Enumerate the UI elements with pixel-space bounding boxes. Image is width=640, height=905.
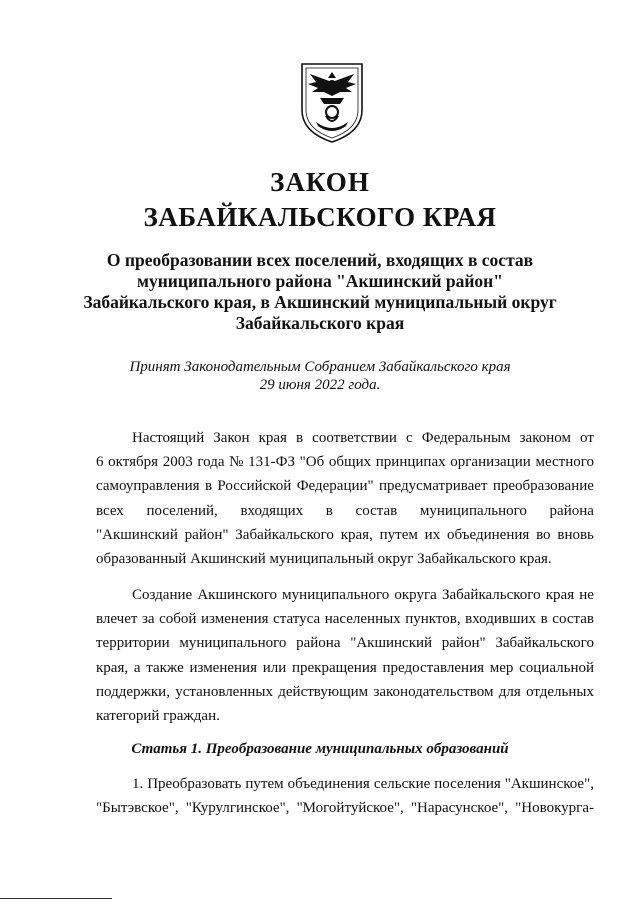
word: предусматривает	[379, 478, 488, 495]
word: года	[197, 454, 225, 471]
text-line	[96, 607, 594, 631]
word: путем	[379, 526, 418, 543]
word: населенных	[324, 611, 401, 628]
word: также	[146, 659, 184, 676]
word: соответствии	[312, 430, 397, 446]
word: поддержки,	[96, 683, 170, 700]
word: состав	[552, 611, 594, 628]
word: муниципального	[419, 502, 527, 519]
text-line	[96, 426, 594, 450]
word: пунктов,	[405, 611, 461, 628]
word: 131-ФЗ	[248, 454, 295, 471]
word: входящих	[240, 502, 304, 519]
word: объединения	[447, 526, 530, 543]
word: Создание	[132, 587, 193, 603]
word: общих	[328, 454, 372, 471]
word: состав	[355, 502, 398, 519]
word: в	[204, 478, 213, 495]
word: от	[580, 430, 594, 446]
text-line	[96, 796, 594, 820]
word: "Нарасунское",	[410, 800, 509, 817]
word: Забайкальского	[235, 526, 334, 543]
word: Забайкальского	[495, 635, 594, 652]
word: отдельных	[526, 683, 594, 700]
text-line	[96, 450, 594, 474]
text-line: образованный Акшинский муниципальный округ Забайкальского края.	[96, 550, 552, 567]
word: территории	[96, 635, 170, 652]
word: муниципального	[179, 635, 287, 652]
law-subtitle	[60, 250, 580, 334]
word: во	[536, 526, 551, 543]
word: в	[296, 430, 304, 446]
word: района	[549, 502, 594, 519]
word: установленных	[175, 683, 273, 700]
word: Забайкальского	[441, 587, 541, 603]
word: "Акшинский	[350, 635, 433, 652]
word: всех	[96, 502, 124, 519]
article-1-text	[96, 772, 594, 820]
word: входивших	[465, 611, 537, 628]
word: поселений,	[146, 502, 218, 519]
word: края,	[340, 526, 373, 543]
word: Федеральным	[421, 430, 511, 446]
word: принципах	[375, 454, 446, 471]
word: их	[424, 526, 441, 543]
word: в	[540, 611, 548, 628]
word: район"	[184, 526, 229, 543]
word: объединения	[287, 776, 370, 792]
word: "Курулгинское",	[185, 800, 290, 817]
word: а	[133, 659, 141, 676]
region-title: ЗАБАЙКАЛЬСКОГО КРАЯ	[143, 202, 497, 232]
word: прекращения	[291, 659, 377, 676]
word: поселения	[434, 776, 501, 792]
word: "Бытэвское",	[96, 800, 179, 817]
word: Преобразовать	[147, 776, 242, 792]
word: Закон	[213, 430, 250, 446]
word: муниципального	[282, 587, 390, 603]
word: края	[258, 430, 287, 446]
word: района	[296, 635, 341, 652]
word: 2003	[162, 454, 193, 471]
word: "Акшинское",	[504, 776, 594, 792]
text-line: категорий граждан.	[96, 707, 220, 724]
word: законодательством	[373, 683, 494, 700]
word: мер	[489, 659, 514, 676]
law-title: ЗАКОН	[270, 167, 370, 197]
word: Акшинского	[197, 587, 278, 603]
subtitle-line: О преобразовании всех поселений, входящих в состав	[106, 250, 534, 270]
coat-of-arms-icon	[296, 60, 368, 144]
word: местного	[535, 454, 594, 471]
paragraph-2	[96, 583, 594, 728]
page-footer-rule	[0, 898, 112, 899]
word: октября	[108, 454, 159, 471]
text-line	[96, 474, 594, 498]
word: статуса	[273, 611, 321, 628]
text-line	[96, 631, 594, 655]
word: "Могойтуйское",	[296, 800, 404, 817]
word: изменения	[201, 611, 269, 628]
text-line	[96, 523, 594, 547]
word: "Об	[299, 454, 325, 471]
word: для	[498, 683, 521, 700]
word: 6	[96, 454, 104, 471]
word: края	[545, 587, 575, 603]
word: не	[579, 587, 594, 603]
adoption-date: 29 июня 2022 года.	[259, 377, 381, 393]
article-1-heading: Статья 1. Преобразование муниципальных образований	[131, 741, 509, 757]
text-line	[96, 583, 594, 607]
word: путем	[245, 776, 284, 792]
word: Федерации"	[296, 478, 374, 495]
word: самоуправления	[96, 478, 200, 495]
word: Российской	[217, 478, 292, 495]
word: влечет	[96, 611, 138, 628]
word: Настоящий	[132, 430, 205, 446]
word: законом	[519, 430, 571, 446]
word: социальной	[519, 659, 594, 676]
word: края,	[96, 659, 129, 676]
text-line	[96, 772, 594, 796]
word: предоставления	[382, 659, 485, 676]
word: организации	[450, 454, 531, 471]
word: или	[262, 659, 287, 676]
word: в	[325, 502, 333, 519]
text-line	[96, 499, 594, 523]
text-line	[96, 680, 594, 704]
word: вновь	[557, 526, 594, 543]
word: собой	[159, 611, 197, 628]
adoption-line: Принят Законодательным Собранием Забайкальского края	[129, 359, 511, 375]
word: "Акшинский	[96, 526, 178, 543]
subtitle-line: Забайкальского края	[235, 313, 405, 333]
adoption-note	[60, 358, 580, 394]
preamble-paragraph	[96, 426, 594, 571]
text-line	[96, 656, 594, 680]
word: за	[141, 611, 155, 628]
word: район"	[441, 635, 486, 652]
word: округа	[394, 587, 437, 603]
word: "Новокурга-	[515, 800, 594, 817]
word: изменения	[189, 659, 257, 676]
word: №	[229, 454, 244, 471]
subtitle-line: муниципального района "Акшинский район"	[137, 271, 503, 291]
subtitle-line: Забайкальского края, в Акшинский муниципальный округ	[83, 292, 557, 312]
word: сельские	[373, 776, 431, 792]
word: действующим	[278, 683, 369, 700]
word: с	[406, 430, 413, 446]
word: преобразование	[492, 478, 594, 495]
word: 1.	[132, 776, 144, 792]
